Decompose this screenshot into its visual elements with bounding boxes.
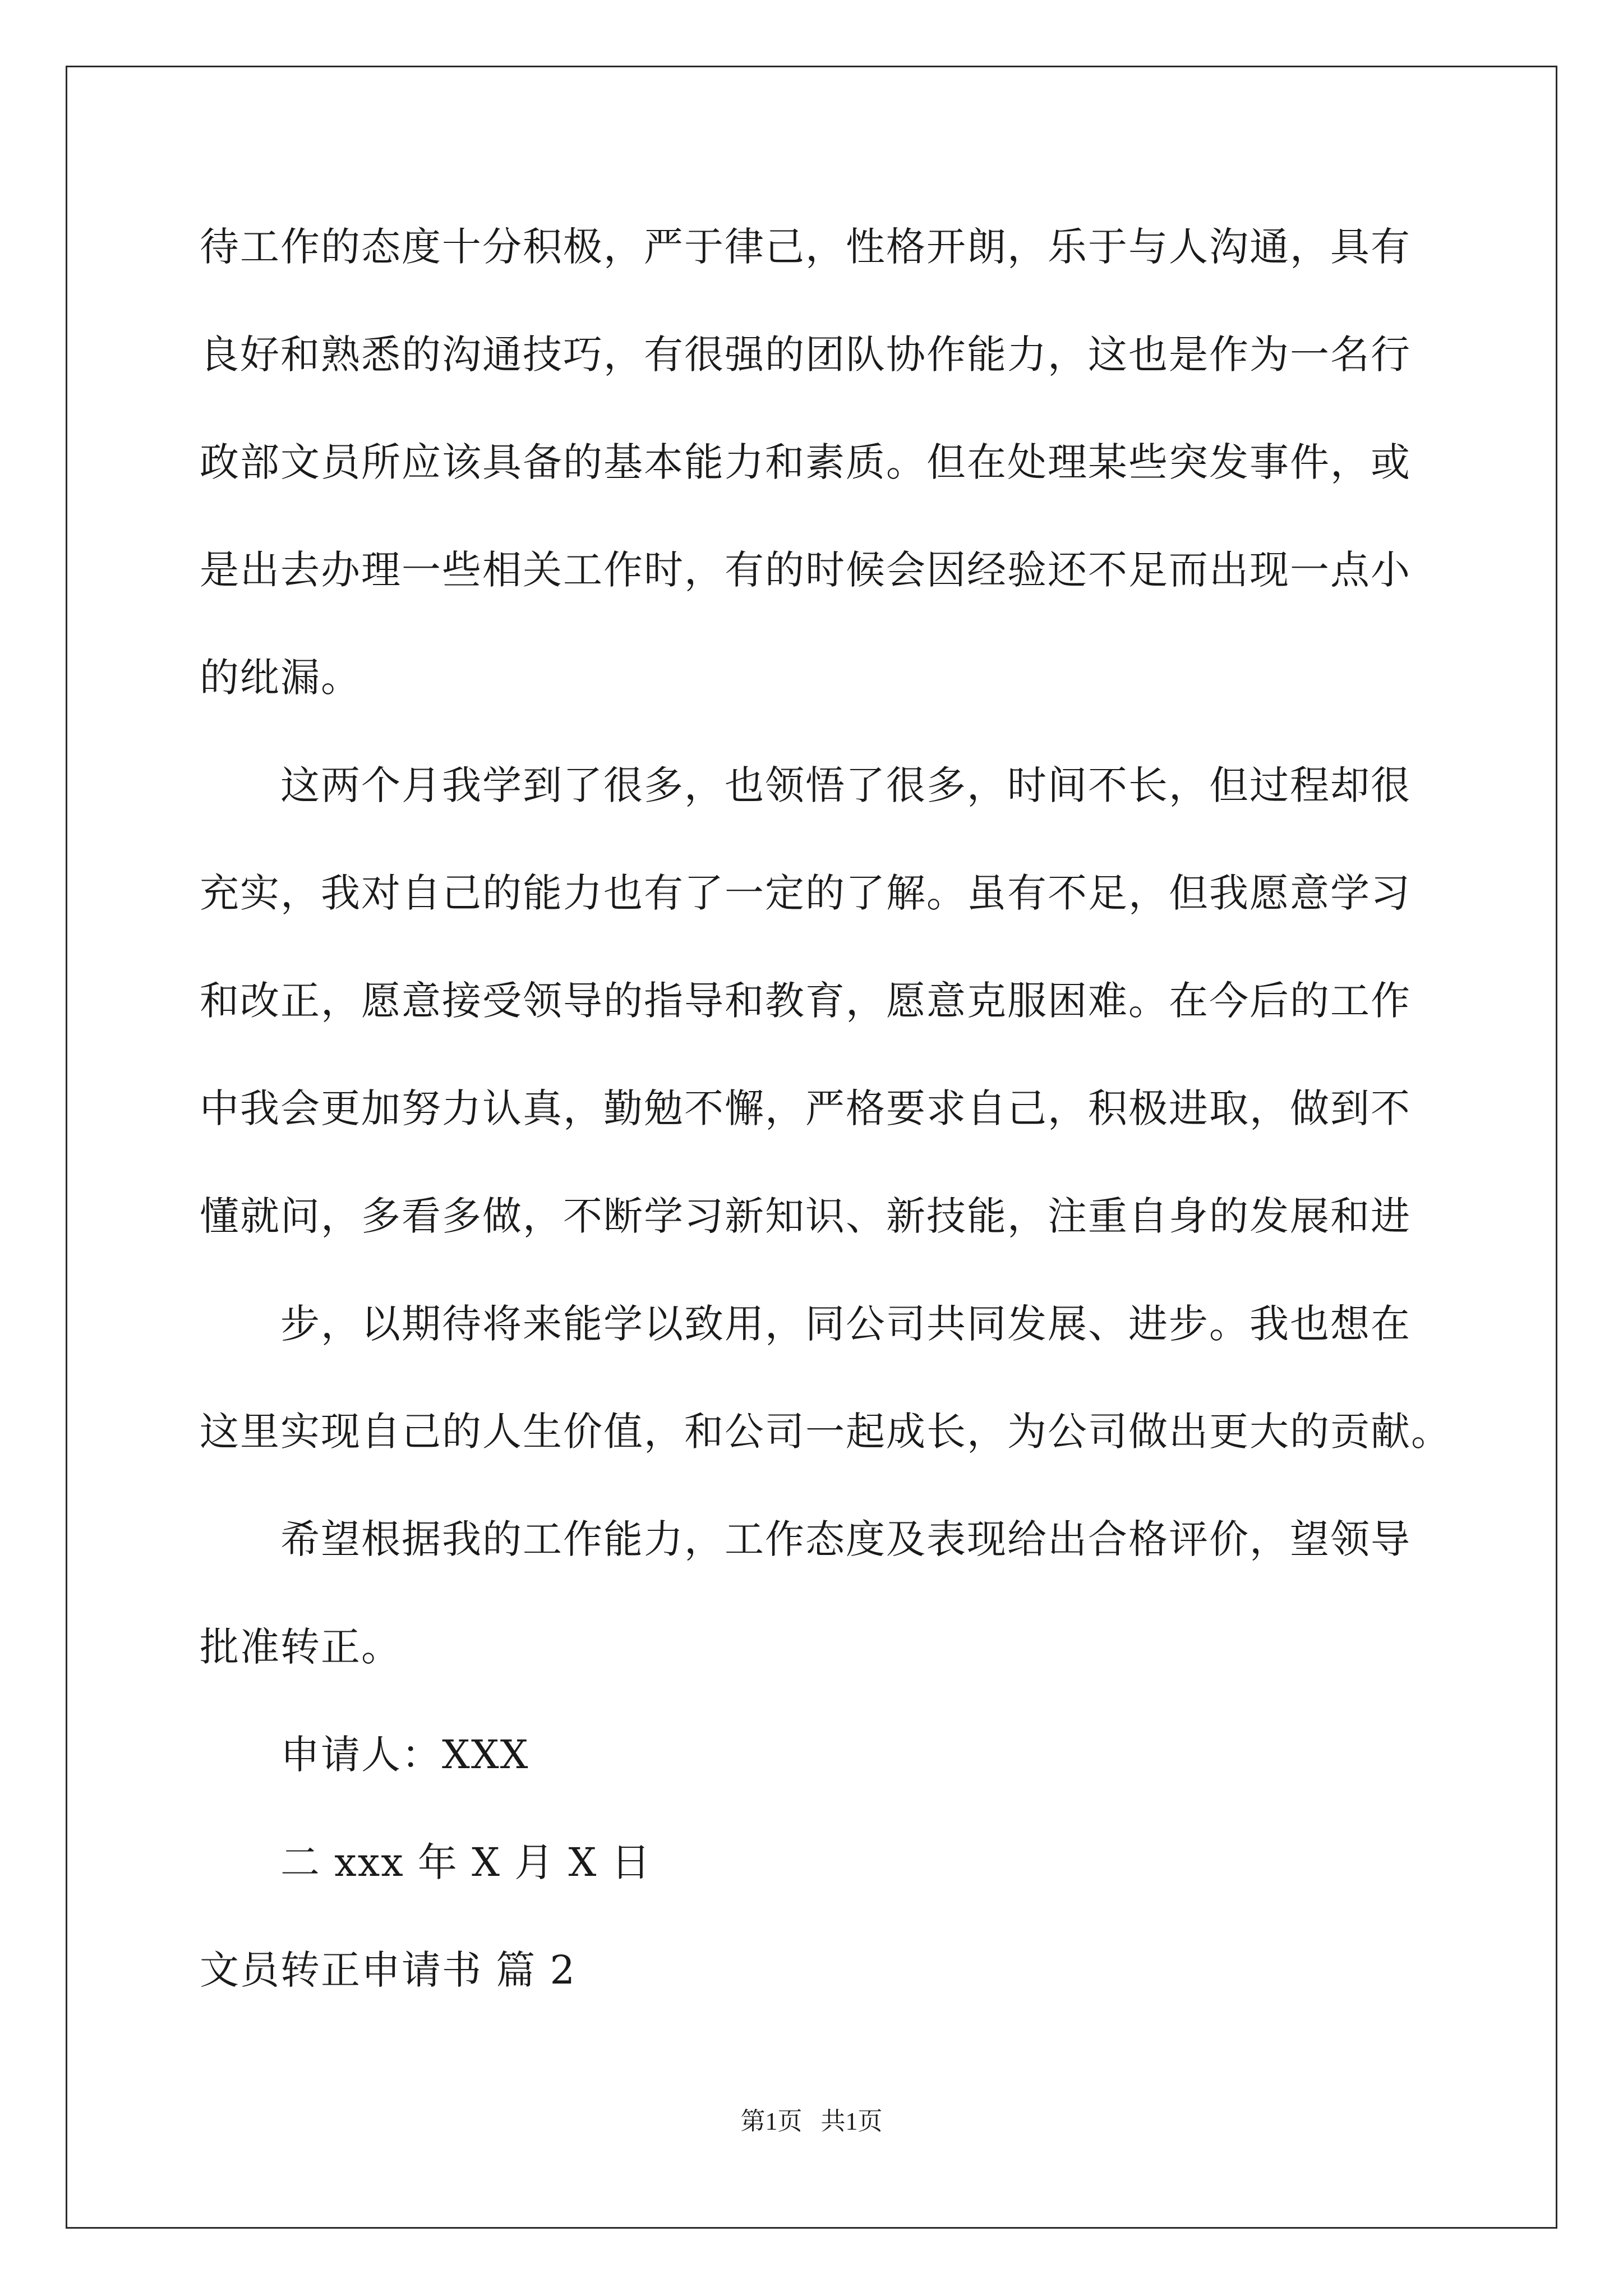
body-line-12: 这里实现自己的人生价值，和公司一起成长，为公司做出更大的贡献。 [200, 1409, 1451, 1455]
body-line-14: 批准转正。 [200, 1624, 402, 1670]
body-line-1: 待工作的态度十分积极，严于律己，性格开朗，乐于与人沟通，具有 [200, 224, 1411, 270]
applicant-line: 申请人：XXX [280, 1732, 529, 1778]
body-line-8: 和改正，愿意接受领导的指导和教育，愿意克服困难。在今后的工作 [200, 978, 1411, 1024]
body-line-13: 希望根据我的工作能力，工作态度及表现给出合格评价，望领导 [280, 1516, 1411, 1562]
page-footer: 第1页 共1页 [740, 2108, 883, 2135]
body-line-6: 这两个月我学到了很多，也领悟了很多，时间不长，但过程却很 [280, 762, 1411, 808]
body-line-10: 懂就问，多看多做，不断学习新知识、新技能，注重自身的发展和进 [200, 1193, 1411, 1239]
date-line: 二 xxx 年 X 月 X 日 [280, 1839, 652, 1885]
page-border [66, 66, 1557, 2229]
body-line-4: 是出去办理一些相关工作时，有的时候会因经验还不足而出现一点小 [200, 547, 1411, 593]
body-line-3: 政部文员所应该具备的基本能力和素质。但在处理某些突发事件，或 [200, 439, 1411, 485]
body-line-5: 的纰漏。 [200, 655, 361, 701]
body-line-9: 中我会更加努力认真，勤勉不懈，严格要求自己，积极进取，做到不 [200, 1085, 1411, 1131]
body-line-7: 充实，我对自己的能力也有了一定的了解。虽有不足，但我愿意学习 [200, 870, 1411, 916]
body-line-2: 良好和熟悉的沟通技巧，有很强的团队协作能力，这也是作为一名行 [200, 332, 1411, 378]
section-heading: 文员转正申请书 篇 2 [200, 1947, 577, 1993]
body-line-11: 步，以期待将来能学以致用，同公司共同发展、进步。我也想在 [280, 1301, 1411, 1347]
